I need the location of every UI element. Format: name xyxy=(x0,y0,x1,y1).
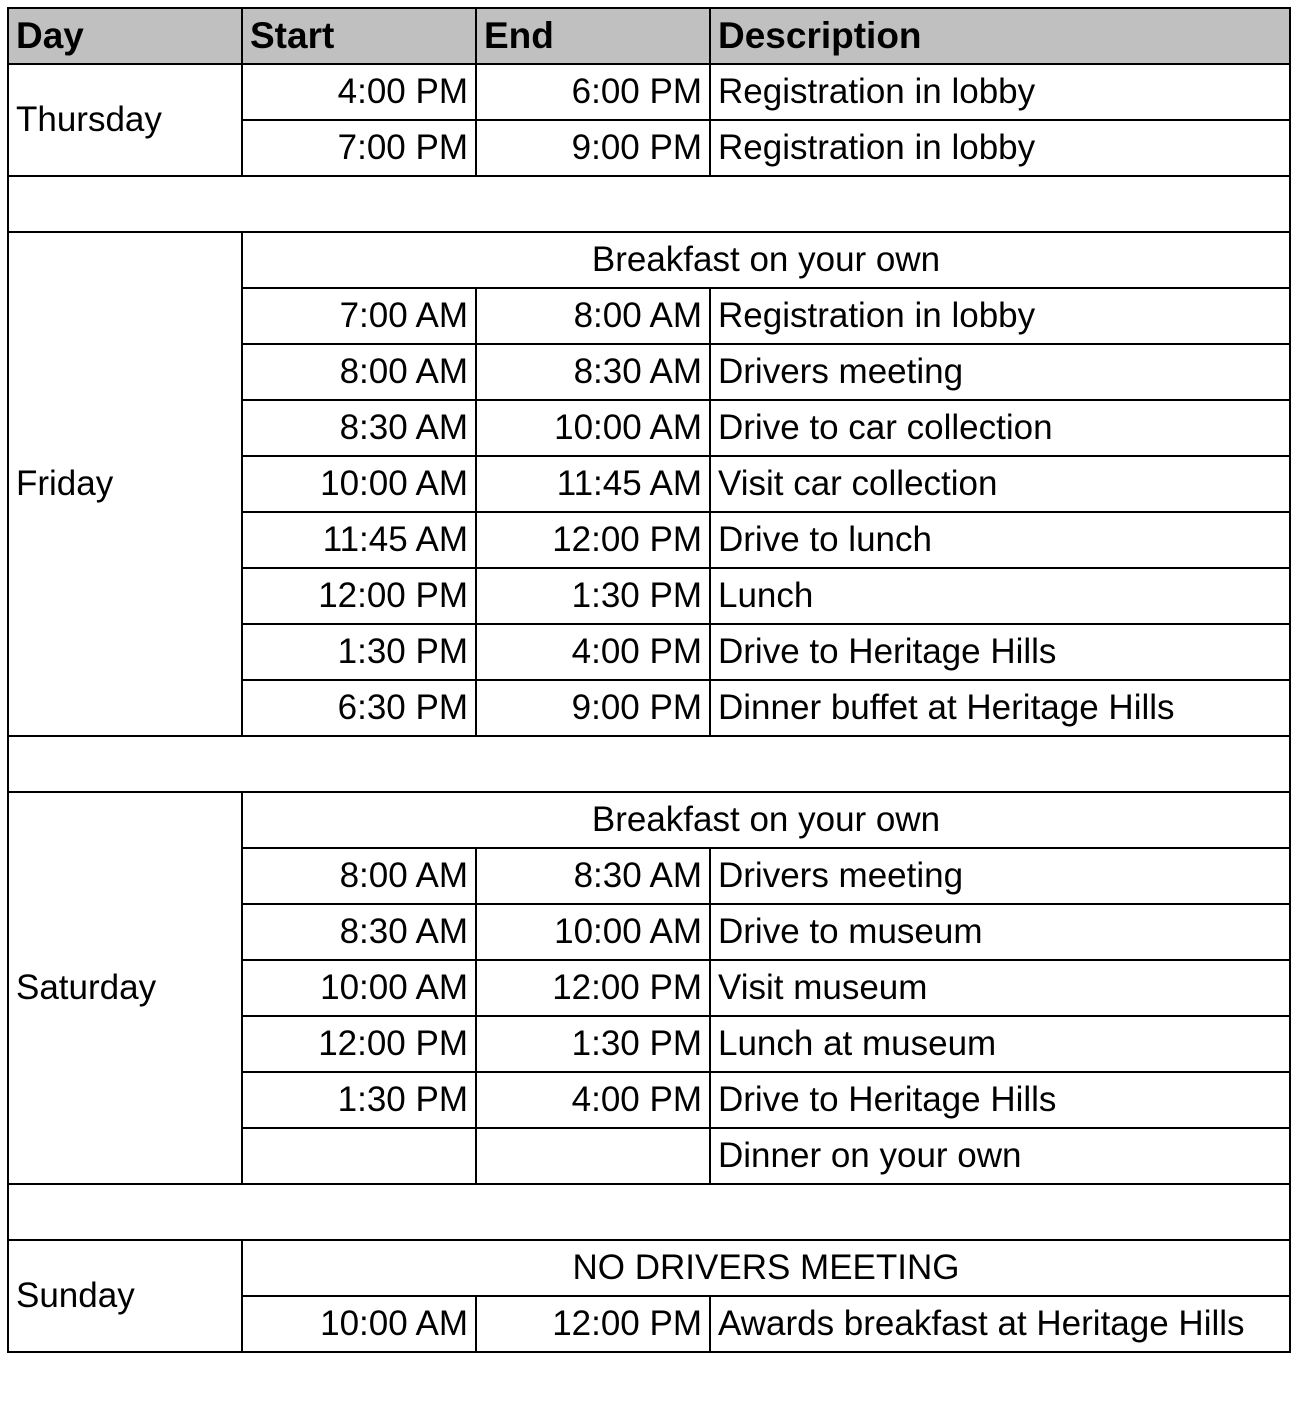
description-cell: Drive to Heritage Hills xyxy=(710,1072,1290,1128)
description-cell: Visit car collection xyxy=(710,456,1290,512)
header-end: End xyxy=(476,8,710,64)
day-cell-friday: Friday xyxy=(8,232,242,736)
table-row xyxy=(8,1240,1290,1296)
description-cell: Visit museum xyxy=(710,960,1290,1016)
start-cell: 1:30 PM xyxy=(242,624,476,680)
start-cell: 12:00 PM xyxy=(242,1016,476,1072)
description-cell: Drive to car collection xyxy=(710,400,1290,456)
description-cell: Registration in lobby xyxy=(710,64,1290,120)
spacer-cell xyxy=(8,176,1290,232)
end-cell: 8:00 AM xyxy=(476,288,710,344)
end-cell: 12:00 PM xyxy=(476,512,710,568)
description-cell: Dinner buffet at Heritage Hills xyxy=(710,680,1290,736)
start-cell: 10:00 AM xyxy=(242,456,476,512)
start-cell: 7:00 PM xyxy=(242,120,476,176)
end-cell: 1:30 PM xyxy=(476,1016,710,1072)
spacer-cell xyxy=(8,736,1290,792)
end-cell: 11:45 AM xyxy=(476,456,710,512)
table-row xyxy=(8,792,1290,848)
start-cell: 10:00 AM xyxy=(242,960,476,1016)
spacer-row xyxy=(8,1184,1290,1240)
header-row-group xyxy=(8,8,1290,64)
start-cell: 4:00 PM xyxy=(242,64,476,120)
description-cell: Dinner on your own xyxy=(710,1128,1290,1184)
start-cell: 8:30 AM xyxy=(242,400,476,456)
start-cell: 12:00 PM xyxy=(242,568,476,624)
schedule-body xyxy=(8,64,1290,1352)
start-cell: 8:00 AM xyxy=(242,344,476,400)
start-cell: 8:30 AM xyxy=(242,904,476,960)
end-cell xyxy=(476,1128,710,1184)
description-cell: Lunch at museum xyxy=(710,1016,1290,1072)
schedule-table xyxy=(7,7,1291,1353)
start-cell xyxy=(242,1128,476,1184)
description-cell: Drivers meeting xyxy=(710,848,1290,904)
end-cell: 10:00 AM xyxy=(476,904,710,960)
description-cell: Drive to Heritage Hills xyxy=(710,624,1290,680)
note-cell: Breakfast on your own xyxy=(242,792,1290,848)
end-cell: 9:00 PM xyxy=(476,680,710,736)
day-cell-saturday: Saturday xyxy=(8,792,242,1184)
start-cell: 8:00 AM xyxy=(242,848,476,904)
spacer-row xyxy=(8,176,1290,232)
note-cell: Breakfast on your own xyxy=(242,232,1290,288)
end-cell: 1:30 PM xyxy=(476,568,710,624)
end-cell: 6:00 PM xyxy=(476,64,710,120)
start-cell: 10:00 AM xyxy=(242,1296,476,1352)
start-cell: 1:30 PM xyxy=(242,1072,476,1128)
end-cell: 12:00 PM xyxy=(476,960,710,1016)
table-row xyxy=(8,64,1290,120)
end-cell: 8:30 AM xyxy=(476,848,710,904)
spacer-cell xyxy=(8,1184,1290,1240)
start-cell: 6:30 PM xyxy=(242,680,476,736)
start-cell: 11:45 AM xyxy=(242,512,476,568)
table-row xyxy=(8,232,1290,288)
end-cell: 4:00 PM xyxy=(476,1072,710,1128)
description-cell: Drive to museum xyxy=(710,904,1290,960)
description-cell: Lunch xyxy=(710,568,1290,624)
description-cell: Registration in lobby xyxy=(710,288,1290,344)
header-row xyxy=(8,8,1290,64)
day-cell-sunday: Sunday xyxy=(8,1240,242,1352)
header-start: Start xyxy=(242,8,476,64)
note-cell: NO DRIVERS MEETING xyxy=(242,1240,1290,1296)
description-cell: Drive to lunch xyxy=(710,512,1290,568)
header-description: Description xyxy=(710,8,1290,64)
description-cell: Registration in lobby xyxy=(710,120,1290,176)
description-cell: Drivers meeting xyxy=(710,344,1290,400)
start-cell: 7:00 AM xyxy=(242,288,476,344)
end-cell: 4:00 PM xyxy=(476,624,710,680)
end-cell: 12:00 PM xyxy=(476,1296,710,1352)
header-day: Day xyxy=(8,8,242,64)
end-cell: 9:00 PM xyxy=(476,120,710,176)
description-cell: Awards breakfast at Heritage Hills xyxy=(710,1296,1290,1352)
end-cell: 8:30 AM xyxy=(476,344,710,400)
end-cell: 10:00 AM xyxy=(476,400,710,456)
spacer-row xyxy=(8,736,1290,792)
day-cell-thursday: Thursday xyxy=(8,64,242,176)
